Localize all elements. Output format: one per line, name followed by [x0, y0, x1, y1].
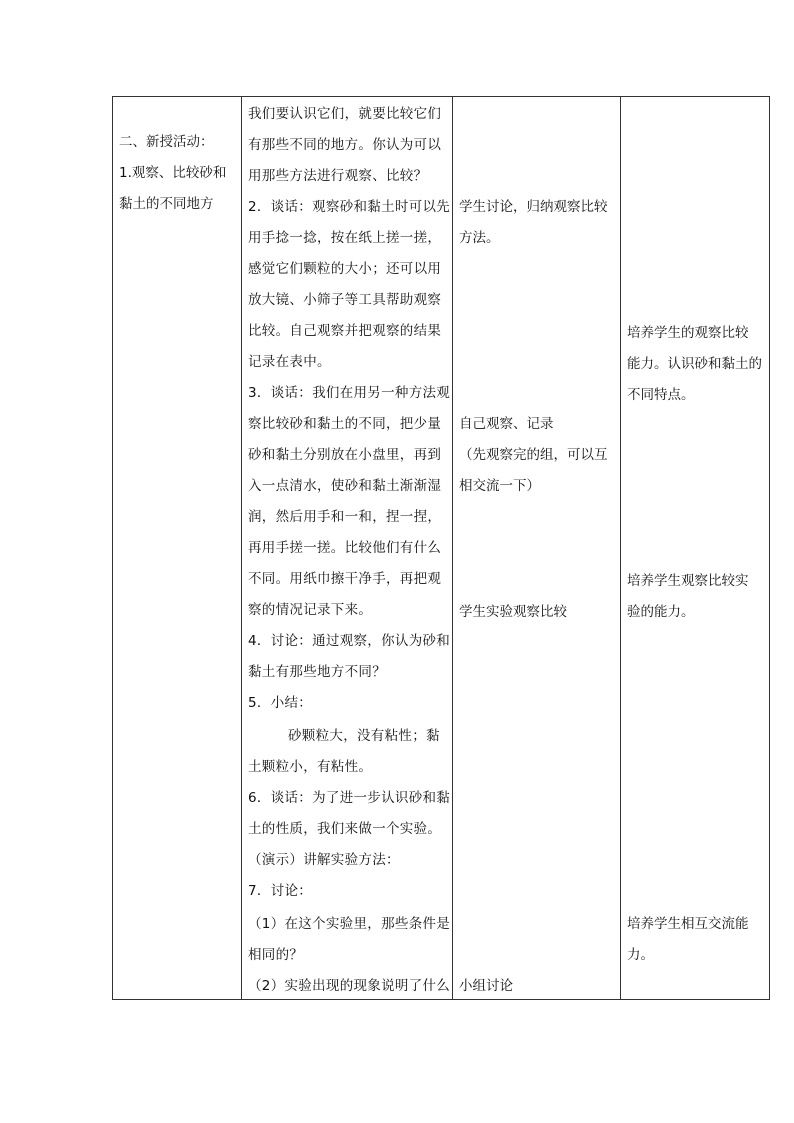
teacher-text-line: 7．讨论：: [248, 883, 313, 899]
intent-text-line: 培养学生观察比较实: [627, 573, 749, 589]
teacher-text-line: 放大镜、小筛子等工具帮助观察: [248, 292, 442, 308]
intent-text-line: 验的能力。: [627, 604, 695, 620]
teacher-text-line: 黏土有那些地方不同？: [248, 664, 386, 680]
teacher-text-line: 我们要认识它们，就要比较它们: [248, 106, 442, 122]
student-text-line: 学生实验观察比较: [459, 604, 567, 620]
design-intent-column: [621, 97, 771, 999]
activity-item-line: 1.观察、比较砂和: [119, 165, 227, 181]
teacher-text-line: 5．小结：: [248, 695, 313, 711]
teacher-text-line: 用手捻一捻，按在纸上搓一搓，: [248, 230, 442, 246]
intent-text-line: 力。: [627, 947, 654, 963]
student-text-line: （先观察完的组，可以互: [459, 447, 608, 463]
teacher-text-line: 比较。自己观察并把观察的结果: [248, 323, 442, 339]
student-text-line: 相交流一下）: [459, 478, 540, 494]
lesson-plan-table: [112, 96, 770, 1000]
teacher-text-line: （2）实验出现的现象说明了什么: [248, 978, 451, 994]
teacher-text-line: 2．谈话：观察砂和黏土时可以先: [248, 199, 451, 215]
teacher-text-line: 6．谈话：为了进一步认识砂和黏: [248, 790, 451, 806]
teacher-text-line: 砂颗粒大，没有粘性；黏: [288, 728, 440, 744]
student-text-line: 方法。: [459, 230, 500, 246]
teacher-text-line: 感觉它们颗粒的大小；还可以用: [248, 261, 442, 277]
teacher-text-line: 土的性质，我们来做一个实验。: [248, 821, 442, 837]
activity-item-line: 黏土的不同地方: [119, 196, 214, 212]
teacher-activity-column: [242, 97, 453, 999]
teacher-text-line: 不同。用纸巾擦干净手，再把观: [248, 571, 442, 587]
teacher-text-line: 润，然后用手和一和，捏一捏，: [248, 509, 442, 525]
intent-text-line: 不同特点。: [627, 387, 695, 403]
student-activity-column: [453, 97, 621, 999]
teacher-text-line: 土颗粒小，有粘性。: [248, 759, 373, 775]
teacher-text-line: （1）在这个实验里，那些条件是: [248, 916, 451, 932]
intent-text-line: 培养学生相互交流能: [627, 916, 749, 932]
teacher-text-line: 3．谈话：我们在用另一种方法观: [248, 385, 451, 401]
teacher-text-line: 砂和黏土分别放在小盘里，再到: [248, 447, 442, 463]
teacher-text-line: （演示）讲解实验方法：: [248, 852, 400, 868]
teacher-text-line: 察的情况记录下来。: [248, 602, 373, 618]
teacher-text-line: 用那些方法进行观察、比较？: [248, 168, 428, 184]
teacher-text-line: 再用手搓一搓。比较他们有什么: [248, 540, 442, 556]
teacher-text-line: 4．讨论：通过观察，你认为砂和: [248, 633, 451, 649]
teacher-text-line: 入一点清水，使砂和黏土渐渐湿: [248, 478, 442, 494]
activity-column: [113, 97, 242, 999]
intent-text-line: 能力。认识砂和黏土的: [627, 356, 762, 372]
student-text-line: 小组讨论: [459, 978, 513, 994]
teacher-text-line: 相同的？: [248, 947, 304, 963]
student-text-line: 学生讨论，归纳观察比较: [459, 199, 608, 215]
teacher-text-line: 察比较砂和黏土的不同，把少量: [248, 416, 442, 432]
student-text-line: 自己观察、记录: [459, 416, 554, 432]
activity-heading: 二、新授活动：: [119, 134, 214, 150]
intent-text-line: 培养学生的观察比较: [627, 325, 749, 341]
teacher-text-line: 有那些不同的地方。你认为可以: [248, 137, 442, 153]
teacher-text-line: 记录在表中。: [248, 354, 331, 370]
